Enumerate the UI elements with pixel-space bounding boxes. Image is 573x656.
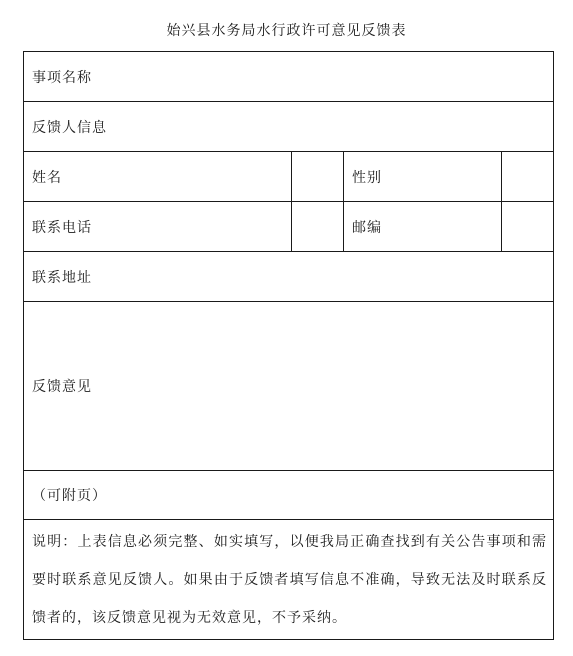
phone-label: 联系电话 (32, 219, 92, 236)
address-cell[interactable] (24, 252, 554, 302)
name-label: 姓名 (32, 169, 62, 186)
phone-label-cell (24, 202, 292, 252)
feedback-form-table (23, 51, 554, 640)
gender-label-cell (344, 152, 502, 202)
postcode-label: 邮编 (352, 219, 382, 236)
note-text: 说明：上表信息必须完整、如实填写，以便我局正确查找到有关公告事项和需要时联系意见反馈人。如果由于反馈者填写信息不准确，导致无法及时联系反馈者的，该反馈意见视为无效意见，不予采纳。 (32, 533, 547, 626)
row-note (24, 520, 554, 640)
name-value-cell[interactable] (292, 152, 344, 202)
postcode-label-cell (344, 202, 502, 252)
row-phone-postcode (24, 202, 554, 252)
phone-value-cell[interactable] (292, 202, 344, 252)
gender-value-cell[interactable] (502, 152, 554, 202)
item-name-label: 事项名称 (32, 69, 92, 86)
row-address (24, 252, 554, 302)
feedbacker-info-cell (24, 102, 554, 152)
row-item-name (24, 52, 554, 102)
feedback-label: 反馈意见 (32, 379, 92, 395)
row-name-gender (24, 152, 554, 202)
row-attachment (24, 471, 554, 520)
row-feedback (24, 302, 554, 471)
feedbacker-info-label: 反馈人信息 (32, 119, 107, 136)
attachment-label: （可附页） (32, 488, 107, 504)
row-feedbacker-info (24, 102, 554, 152)
name-label-cell (24, 152, 292, 202)
address-label: 联系地址 (32, 269, 92, 286)
gender-label: 性别 (352, 169, 382, 186)
attachment-cell (24, 471, 554, 520)
feedback-cell[interactable] (24, 302, 554, 471)
note-cell (24, 520, 554, 640)
item-name-cell[interactable] (24, 52, 554, 102)
postcode-value-cell[interactable] (502, 202, 554, 252)
page-title: 始兴县水务局水行政许可意见反馈表 (166, 23, 407, 39)
